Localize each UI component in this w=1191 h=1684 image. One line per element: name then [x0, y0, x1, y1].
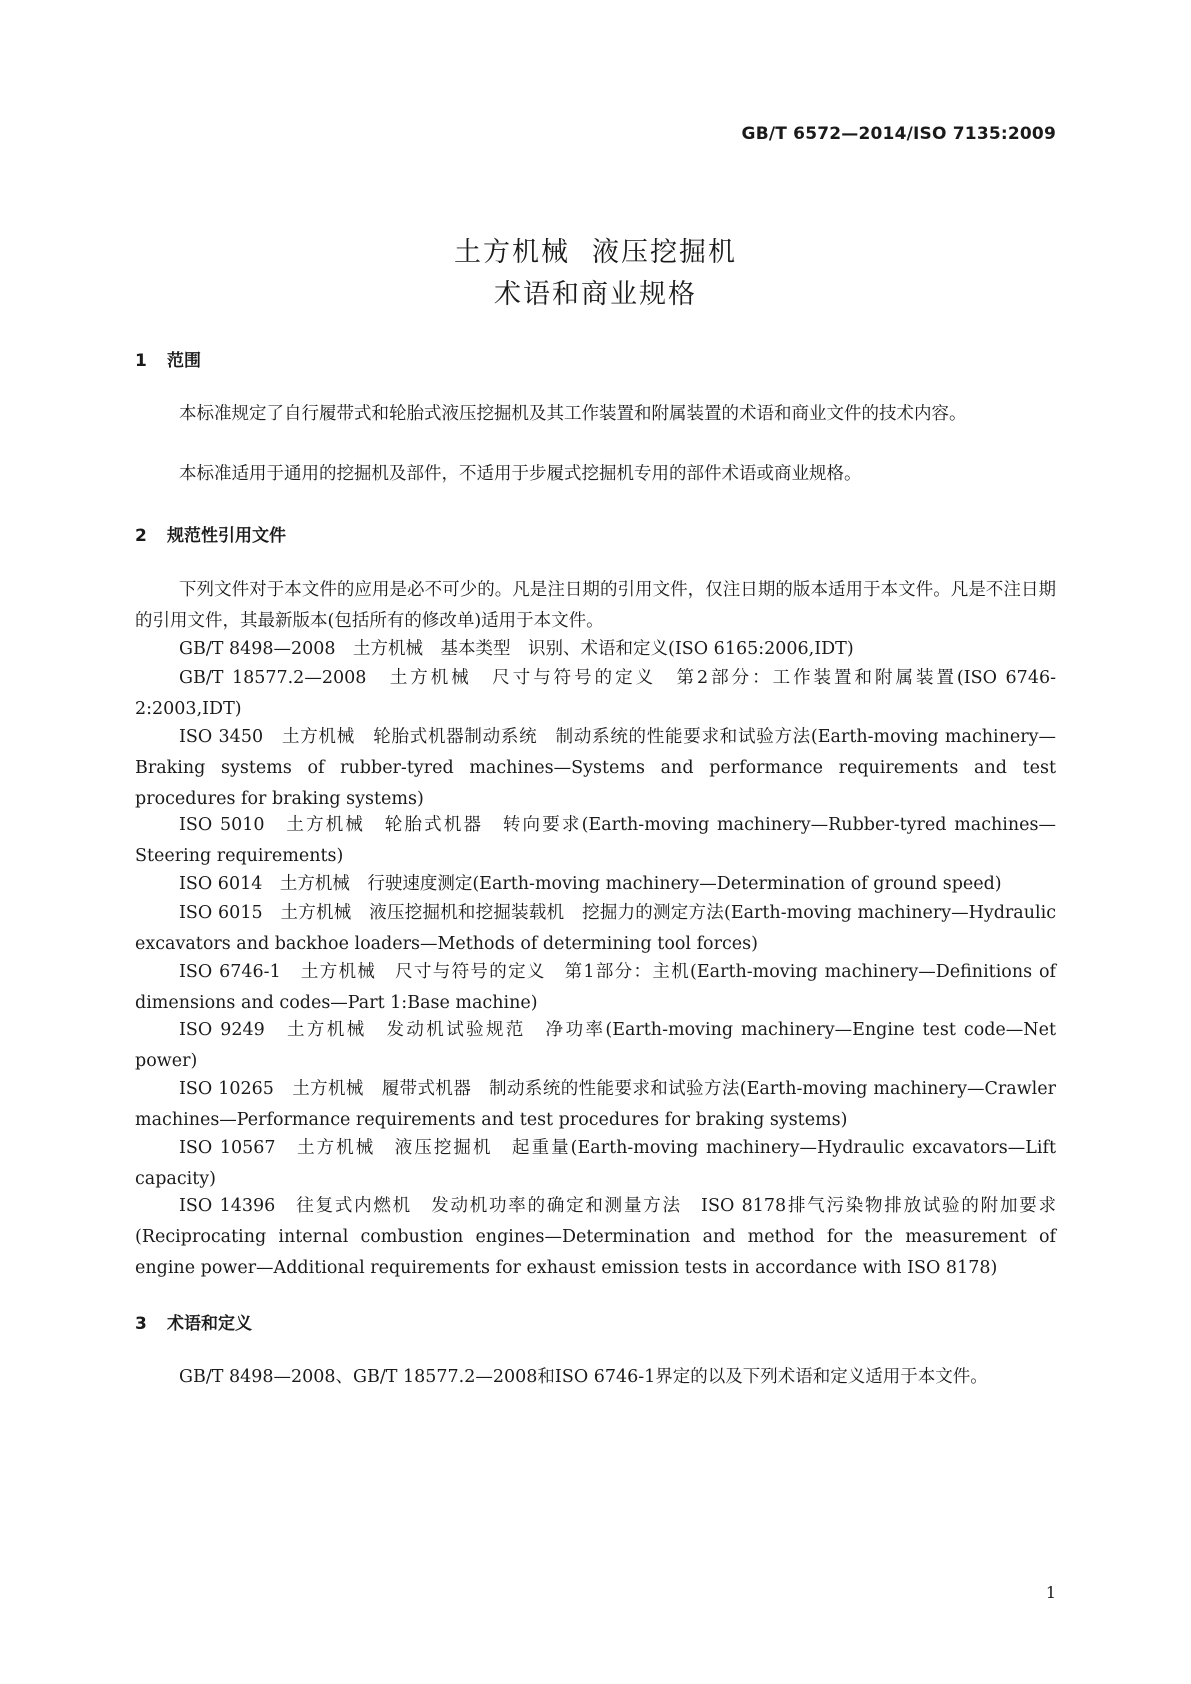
reference-item: GB/T 18577.2—2008 土方机械 尺寸与符号的定义 第2部分：工作装置和附属装置(ISO 6746-2:2003,IDT)	[135, 668, 1056, 719]
section-title: 术语和定义	[167, 1314, 252, 1334]
reference-item: ISO 9249 土方机械 发动机试验规范 净功率(Earth-moving machinery—Engine test code—Net power)	[135, 1020, 1056, 1071]
section-title: 规范性引用文件	[167, 526, 286, 546]
document-title-line-2: 术语和商业规格	[494, 279, 697, 310]
page-number: 1	[1045, 1583, 1056, 1602]
reference-item: ISO 6014 土方机械 行驶速度测定(Earth-moving machinery—Determination of ground speed)	[179, 874, 1002, 894]
scope-paragraph-2: 本标准适用于通用的挖掘机及部件，不适用于步履式挖掘机专用的部件术语或商业规格。	[179, 464, 862, 484]
reference-item: ISO 3450 土方机械 轮胎式机器制动系统 制动系统的性能要求和试验方法(Earth-moving machinery—Braking systems of rubber-tyred machines—Systems and performance requirements and test procedures for braking systems)	[135, 727, 1056, 809]
reference-item: ISO 10567 土方机械 液压挖掘机 起重量(Earth-moving machinery—Hydraulic excavators—Lift capacity)	[135, 1138, 1056, 1189]
section-heading-scope	[135, 346, 201, 371]
terms-intro-paragraph: GB/T 8498—2008、GB/T 18577.2—2008和ISO 6746-1界定的以及下列术语和定义适用于本文件。	[179, 1367, 988, 1387]
reference-item: GB/T 8498—2008 土方机械 基本类型 识别、术语和定义(ISO 6165:2006,IDT)	[179, 639, 854, 659]
normative-intro-paragraph: 下列文件对于本文件的应用是必不可少的。凡是注日期的引用文件，仅注日期的版本适用于本文件。凡是不注日期的引用文件，其最新版本(包括所有的修改单)适用于本文件。	[135, 580, 1056, 631]
reference-item: ISO 6746-1 土方机械 尺寸与符号的定义 第1部分：主机(Earth-moving machinery—Definitions of dimensions and codes—Part 1:Base machine)	[135, 962, 1056, 1013]
section-number: 1	[135, 351, 147, 371]
section-heading-normative-references	[135, 521, 286, 546]
section-number: 2	[135, 526, 147, 546]
reference-item: ISO 14396 往复式内燃机 发动机功率的确定和测量方法 ISO 8178排气污染物排放试验的附加要求(Reciprocating internal combustion engines—Determination and method for the measurement of engine power—Additional requirements for exhaust emission tests in accordance with ISO 8178)	[135, 1196, 1056, 1278]
scope-paragraph-1: 本标准规定了自行履带式和轮胎式液压挖掘机及其工作装置和附属装置的术语和商业文件的技术内容。	[179, 404, 967, 424]
reference-item: ISO 5010 土方机械 轮胎式机器 转向要求(Earth-moving machinery—Rubber-tyred machines—Steering requirements)	[135, 815, 1056, 866]
standard-code: GB/T 6572—2014/ISO 7135:2009	[741, 124, 1056, 144]
reference-item: ISO 10265 土方机械 履带式机器 制动系统的性能要求和试验方法(Earth-moving machinery—Crawler machines—Performance requirements and test procedures for braking systems)	[135, 1079, 1056, 1130]
document-title-line-1	[0, 230, 1191, 269]
section-heading-terms-and-definitions	[135, 1309, 252, 1334]
title-part-a: 土方机械	[454, 237, 570, 268]
section-title: 范围	[167, 351, 201, 371]
reference-item: ISO 6015 土方机械 液压挖掘机和挖掘装载机 挖掘力的测定方法(Earth-moving machinery—Hydraulic excavators and backhoe loaders—Methods of determining tool forces)	[135, 903, 1056, 954]
section-number: 3	[135, 1314, 147, 1334]
title-part-b: 液压挖掘机	[592, 237, 737, 268]
